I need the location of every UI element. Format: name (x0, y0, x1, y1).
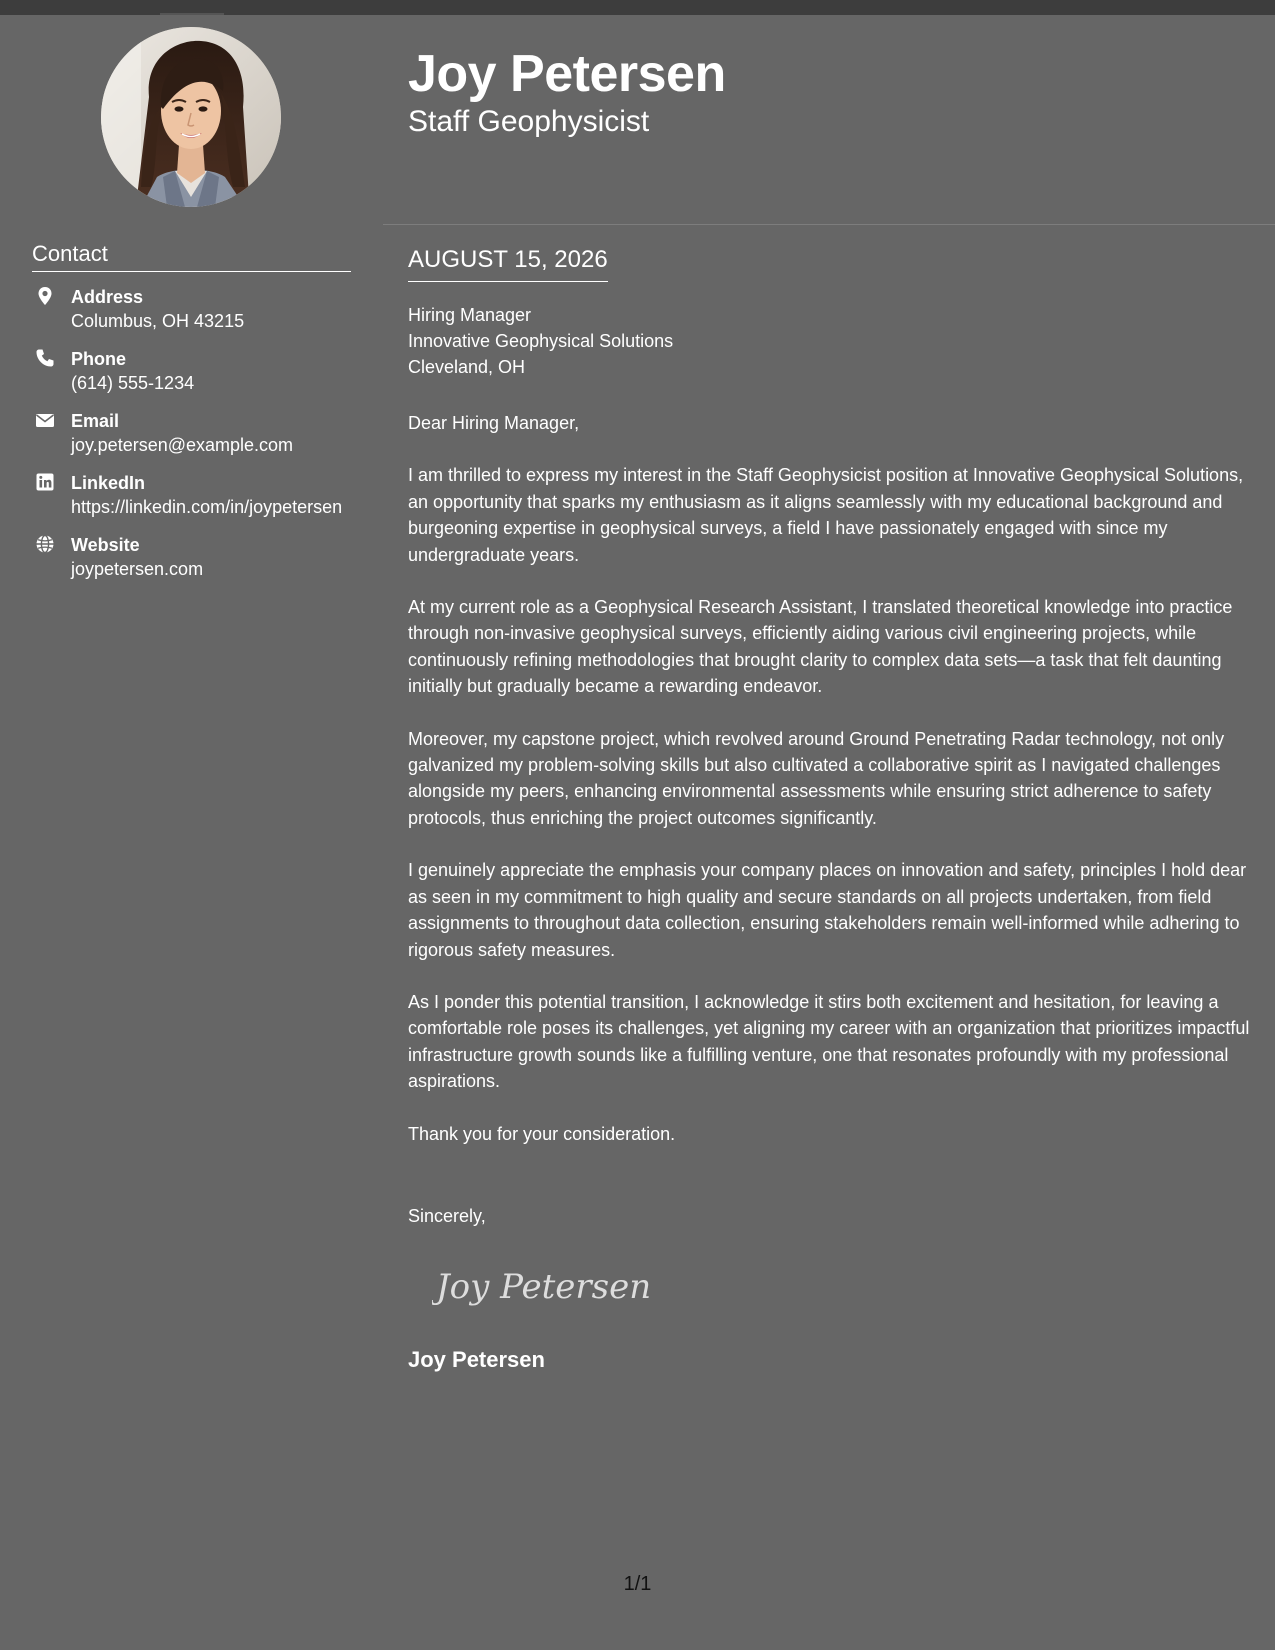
contact-value: Columbus, OH 43215 (71, 311, 245, 331)
profile-photo (101, 27, 281, 207)
phone-icon (35, 348, 55, 368)
top-bar-mark (160, 13, 224, 15)
recipient-block (408, 302, 673, 380)
recipient-name: Hiring Manager (408, 305, 532, 325)
contact-item-phone (32, 347, 352, 395)
letter-date: AUGUST 15, 2026 (408, 245, 608, 282)
page-number: 1/1 (623, 1573, 652, 1595)
applicant-name: Joy Petersen (408, 45, 726, 103)
map-pin-icon (35, 286, 55, 306)
contact-item-website (32, 533, 352, 581)
contact-list (32, 285, 352, 595)
contact-label: Address (71, 287, 144, 307)
contact-value: https://linkedin.com/in/joypetersen (71, 497, 343, 517)
handwritten-signature (432, 1258, 652, 1314)
body-paragraph: Thank you for your consideration. (408, 1123, 676, 1144)
body-paragraph: Moreover, my capstone project, which revolved around Ground Penetrating Radar technology, not only galvanized my problem-solving skills but also cultivated a collaborative spirit as I navigated challenges alongside my peers, enhancing environmental assessments while ensuring strict adherence to safety protocols, thus enriching the project outcomes significantly. (408, 728, 1225, 828)
top-bar (0, 0, 1275, 15)
contact-label: LinkedIn (71, 473, 146, 493)
signer-name: Joy Petersen (408, 1347, 545, 1372)
salutation: Dear Hiring Manager, (408, 413, 580, 433)
contact-value: (614) 555-1234 (71, 373, 195, 393)
closing: Sincerely, (408, 1206, 486, 1226)
header-divider (383, 224, 1275, 225)
contact-item-email (32, 409, 352, 457)
contact-label: Email (71, 411, 120, 431)
recipient-location: Cleveland, OH (408, 357, 526, 377)
recipient-company: Innovative Geophysical Solutions (408, 331, 674, 351)
body-paragraph: I genuinely appreciate the emphasis your company places on innovation and safety, principles I hold dear as seen in my commitment to high quality and secure standards on all projects undertaken, from field assignments to throughout data collection, ensuring stakeholders remain well-informed while adhering to rigorous safety measures. (408, 860, 1247, 960)
contact-item-linkedin (32, 471, 352, 519)
contact-item-address (32, 285, 352, 333)
envelope-icon (35, 410, 55, 430)
contact-value: joypetersen.com (71, 559, 204, 579)
contact-label: Phone (71, 349, 127, 369)
body-paragraph: At my current role as a Geophysical Research Assistant, I translated theoretical knowledge into practice through non-invasive geophysical surveys, efficiently aiding various civil engineering projects, while continuously refining methodologies that brought clarity to complex data sets—a task that felt daunting initially but gradually became a rewarding endeavor. (408, 597, 1233, 697)
signature-text: Joy Petersen (436, 1267, 652, 1307)
body-paragraph: I am thrilled to express my interest in the Staff Geophysicist position at Innovative Geophysical Solutions, an opportunity that sparks my enthusiasm as it aligns seamlessly with my educational background and burgeoning expertise in geophysical surveys, a field I have passionately engaged with since my undergraduate years. (408, 465, 1244, 565)
applicant-job-title: Staff Geophysicist (408, 105, 650, 138)
body-paragraph: As I ponder this potential transition, I acknowledge it stirs both excitement and hesitation, for leaving a comfortable role poses its challenges, yet aligning my career with an organization that prioritizes impactful infrastructure growth sounds like a fulfilling venture, one that resonates profoundly with my professional aspirations. (408, 991, 1250, 1092)
letter-body (408, 410, 1253, 1173)
globe-icon (35, 534, 55, 554)
contact-section-title: Contact (32, 240, 351, 272)
contact-label: Website (71, 535, 140, 555)
linkedin-icon (35, 472, 55, 492)
contact-value: joy.petersen@example.com (71, 435, 294, 455)
